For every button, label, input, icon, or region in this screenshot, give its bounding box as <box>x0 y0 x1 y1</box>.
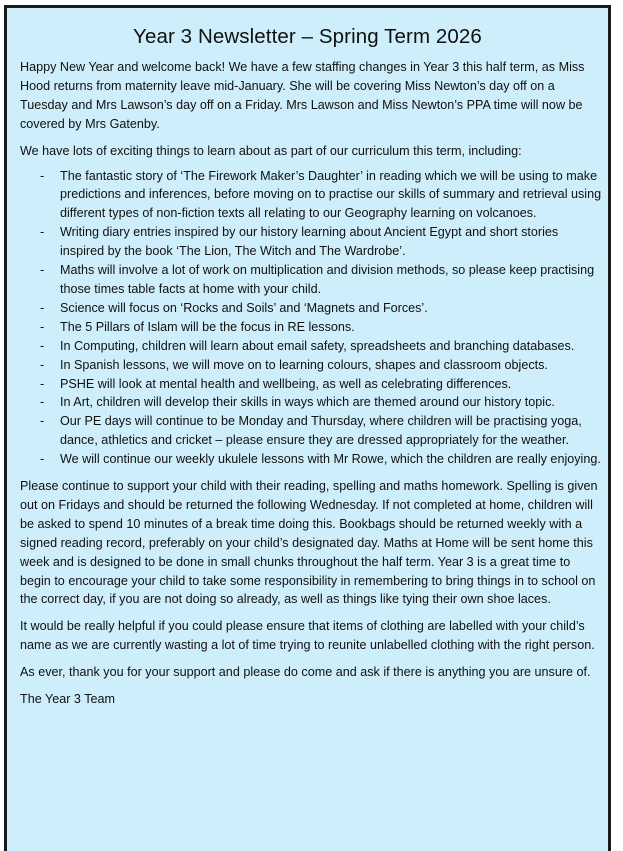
thanks-paragraph: As ever, thank you for your support and please do come and ask if there is anything you are unsure of. <box>20 665 591 680</box>
bullet-dash: - <box>40 452 45 467</box>
list-item-text: Maths will involve a lot of work on multiplication and division methods, so please keep practising those times table facts at home with your child. <box>60 263 595 296</box>
bullet-dash: - <box>40 319 45 334</box>
list-item-text: In Computing, children will learn about email safety, spreadsheets and branching databases. <box>60 338 575 353</box>
bullet-dash: - <box>40 414 45 429</box>
newsletter-page <box>4 5 611 851</box>
bullet-dash: - <box>40 376 45 391</box>
list-item <box>20 299 604 318</box>
list-item-text: In Art, children will develop their skills in ways which are themed around our history topic. <box>60 395 555 410</box>
bullet-dash: - <box>40 263 45 278</box>
list-item-text: The 5 Pillars of Islam will be the focus in RE lessons. <box>60 319 355 334</box>
bullet-dash: - <box>40 300 45 315</box>
list-item <box>20 450 604 469</box>
list-item <box>20 412 604 450</box>
list-item <box>20 337 604 356</box>
bullet-dash: - <box>40 338 45 353</box>
bullet-dash: - <box>40 357 45 372</box>
signoff: The Year 3 Team <box>20 692 115 707</box>
list-item-text: PSHE will look at mental health and wellbeing, as well as celebrating differences. <box>60 376 512 391</box>
bullet-dash: - <box>40 395 45 410</box>
list-item <box>20 375 604 394</box>
list-item <box>20 167 604 224</box>
list-item-text: We will continue our weekly ukulele lessons with Mr Rowe, which the children are really enjoying. <box>60 452 601 467</box>
newsletter-body <box>7 58 604 709</box>
homework-paragraph: Please continue to support your child with their reading, spelling and maths homework. Spelling is given out on Fridays and should be returned the following Wednesday. If not completed at home, children will be asked to spend 10 minutes of a break time doing this. Bookbags should be returned weekly with a signed reading record, preferably on your child’s designated day. Maths at Home will be sent home this week and is designed to be done in small chunks throughout the half term. Year 3 is a great time to begin to encourage your child to take some responsibility in remembering to bring things in to school on the correct day, if you are not doing so already, as well as things like tying their own shoe laces. <box>20 479 598 607</box>
list-item-text: Science will focus on ‘Rocks and Soils’ and ‘Magnets and Forces’. <box>60 300 428 315</box>
bullet-dash: - <box>40 168 45 183</box>
list-item-text: The fantastic story of ‘The Firework Maker’s Daughter’ in reading which we will be using to make predictions and inferences, before moving on to practise our skills of summary and retrieval using different types of non-fiction texts all relating to our Geography learning on volcanoes. <box>60 168 602 221</box>
bullet-dash: - <box>40 225 45 240</box>
clothing-paragraph: It would be really helpful if you could please ensure that items of clothing are labelled with your child’s name as we are currently wasting a lot of time trying to reunite unlabelled clothing with the right person. <box>20 619 595 653</box>
intro-paragraph: Happy New Year and welcome back! We have a few staffing changes in Year 3 this half term, as Miss Hood returns from maternity leave mid-January. She will be covering Miss Newton’s day off on a Tuesday and Mrs Lawson’s day off on a Friday. Mrs Lawson and Miss Newton’s PPA time will now be covered by Mrs Gatenby. <box>20 60 585 131</box>
list-item <box>20 223 604 261</box>
list-item <box>20 318 604 337</box>
curriculum-intro: We have lots of exciting things to learn about as part of our curriculum this term, including: <box>20 143 522 158</box>
list-item-text: In Spanish lessons, we will move on to learning colours, shapes and classroom objects. <box>60 357 548 372</box>
list-item-text: Writing diary entries inspired by our history learning about Ancient Egypt and short stories inspired by the book ‘The Lion, The Witch and The Wardrobe’. <box>60 225 559 259</box>
list-item <box>20 261 604 299</box>
newsletter-title: Year 3 Newsletter – Spring Term 2026 <box>133 25 482 48</box>
list-item-text: Our PE days will continue to be Monday and Thursday, where children will be practising yoga, dance, athletics and cricket – please ensure they are dressed appropriately for the weather. <box>60 414 582 448</box>
list-item <box>20 356 604 375</box>
list-item <box>20 393 604 412</box>
curriculum-list <box>20 167 604 470</box>
